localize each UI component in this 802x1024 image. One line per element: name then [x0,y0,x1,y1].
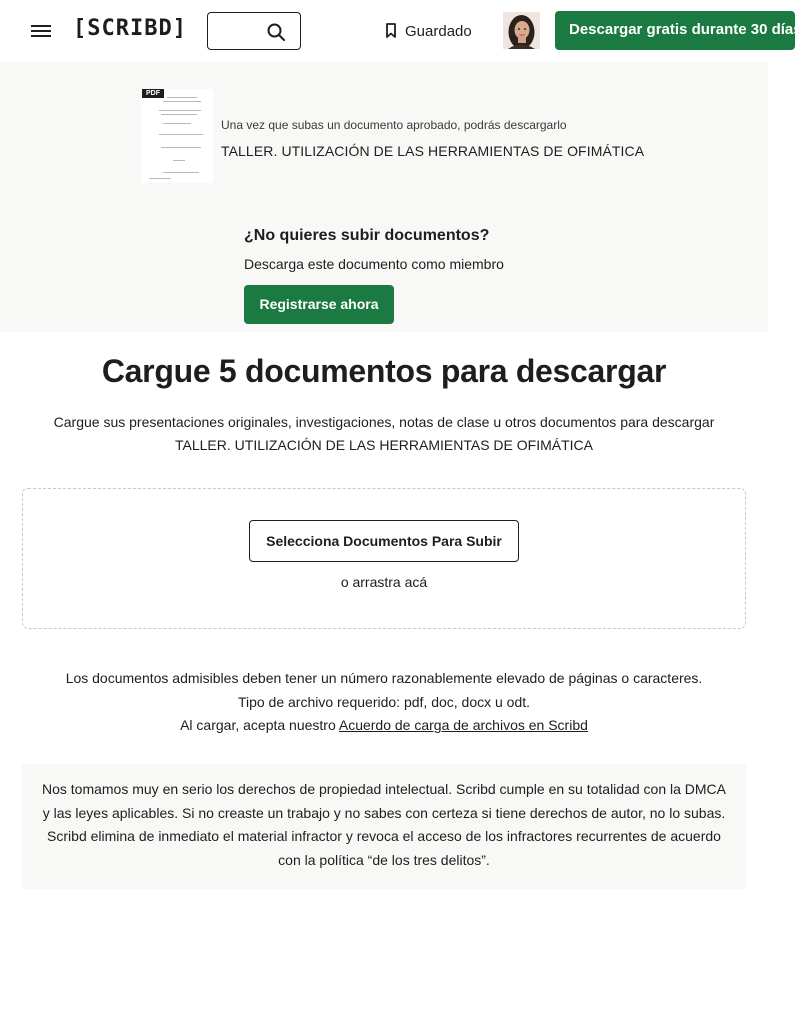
thumbnail-text-line [159,134,203,135]
upload-description [20,411,748,457]
file-dropzone[interactable] [22,488,746,629]
select-documents-button[interactable]: Selecciona Documentos Para Subir [249,520,519,562]
thumbnail-text-line [149,178,171,179]
copyright-notice: Nos tomamos muy en serio los derechos de propiedad intelectual. Scribd cumple en su totalidad con la DMCA y las leyes aplicables. Si no creaste un trabajo y no sabes con certeza si tiene derechos de autor, no lo subas. Scribd elimina de inmediato el material infractor y revoca el acceso de los infractores recurrentes de acuerdo con la política “de los tres delitos”. [22,764,746,889]
document-banner [0,62,768,332]
document-title: TALLER. UTILIZACIÓN DE LAS HERRAMIENTAS DE OFIMÁTICA [221,143,645,159]
upload-description-doc-title: TALLER. UTILIZACIÓN DE LAS HERRAMIENTAS DE OFIMÁTICA [175,437,593,453]
scribd-logo[interactable]: [SCRIBD] [73,16,187,41]
user-avatar[interactable] [503,12,540,49]
rules-line-filetypes: Tipo de archivo requerido: pdf, doc, docx u odt. [237,694,531,710]
bookmark-icon [383,22,399,40]
register-now-button[interactable]: Registrarse ahora [244,285,394,324]
search-icon[interactable] [266,22,286,42]
agreement-prefix: Al cargar, acepta nuestro [180,717,339,733]
thumbnail-text-line [161,114,197,115]
thumbnail-text-line [163,101,201,102]
document-thumbnail [141,89,213,183]
saved-label: Guardado [405,22,472,40]
upload-note: Una vez que subas un documento aprobado, podrás descargarlo [221,118,567,132]
pdf-badge: PDF [142,89,164,98]
rules-line-pages: Los documentos admisibles deben tener un número razonablemente elevado de páginas o caracteres. [65,670,703,686]
free-trial-download-button[interactable]: Descargar gratis durante 30 días [555,11,795,50]
thumbnail-text-line [163,172,199,173]
upload-agreement-link[interactable]: Acuerdo de carga de archivos en Scribd [338,717,588,733]
thumbnail-text-line [163,123,191,124]
saved-link[interactable] [383,20,472,42]
thumbnail-text-line [159,110,201,111]
search-input[interactable] [214,21,264,41]
agreement-notice [0,717,768,733]
upload-title: Cargue 5 documentos para descargar [101,353,667,389]
menu-icon[interactable] [29,21,53,41]
search-field[interactable] [207,12,301,50]
thumbnail-text-line [173,160,185,161]
drag-drop-hint: o arrastra acá [340,574,428,590]
upload-rules [20,666,748,714]
membership-heading: ¿No quieres subir documentos? [244,227,490,244]
thumbnail-text-line [167,97,197,98]
membership-subtitle: Descarga este documento como miembro [244,256,504,272]
thumbnail-text-line [161,147,201,148]
upload-description-line: Cargue sus presentaciones originales, investigaciones, notas de clase u otros documentos para descargar [53,414,715,430]
top-header [0,0,802,62]
